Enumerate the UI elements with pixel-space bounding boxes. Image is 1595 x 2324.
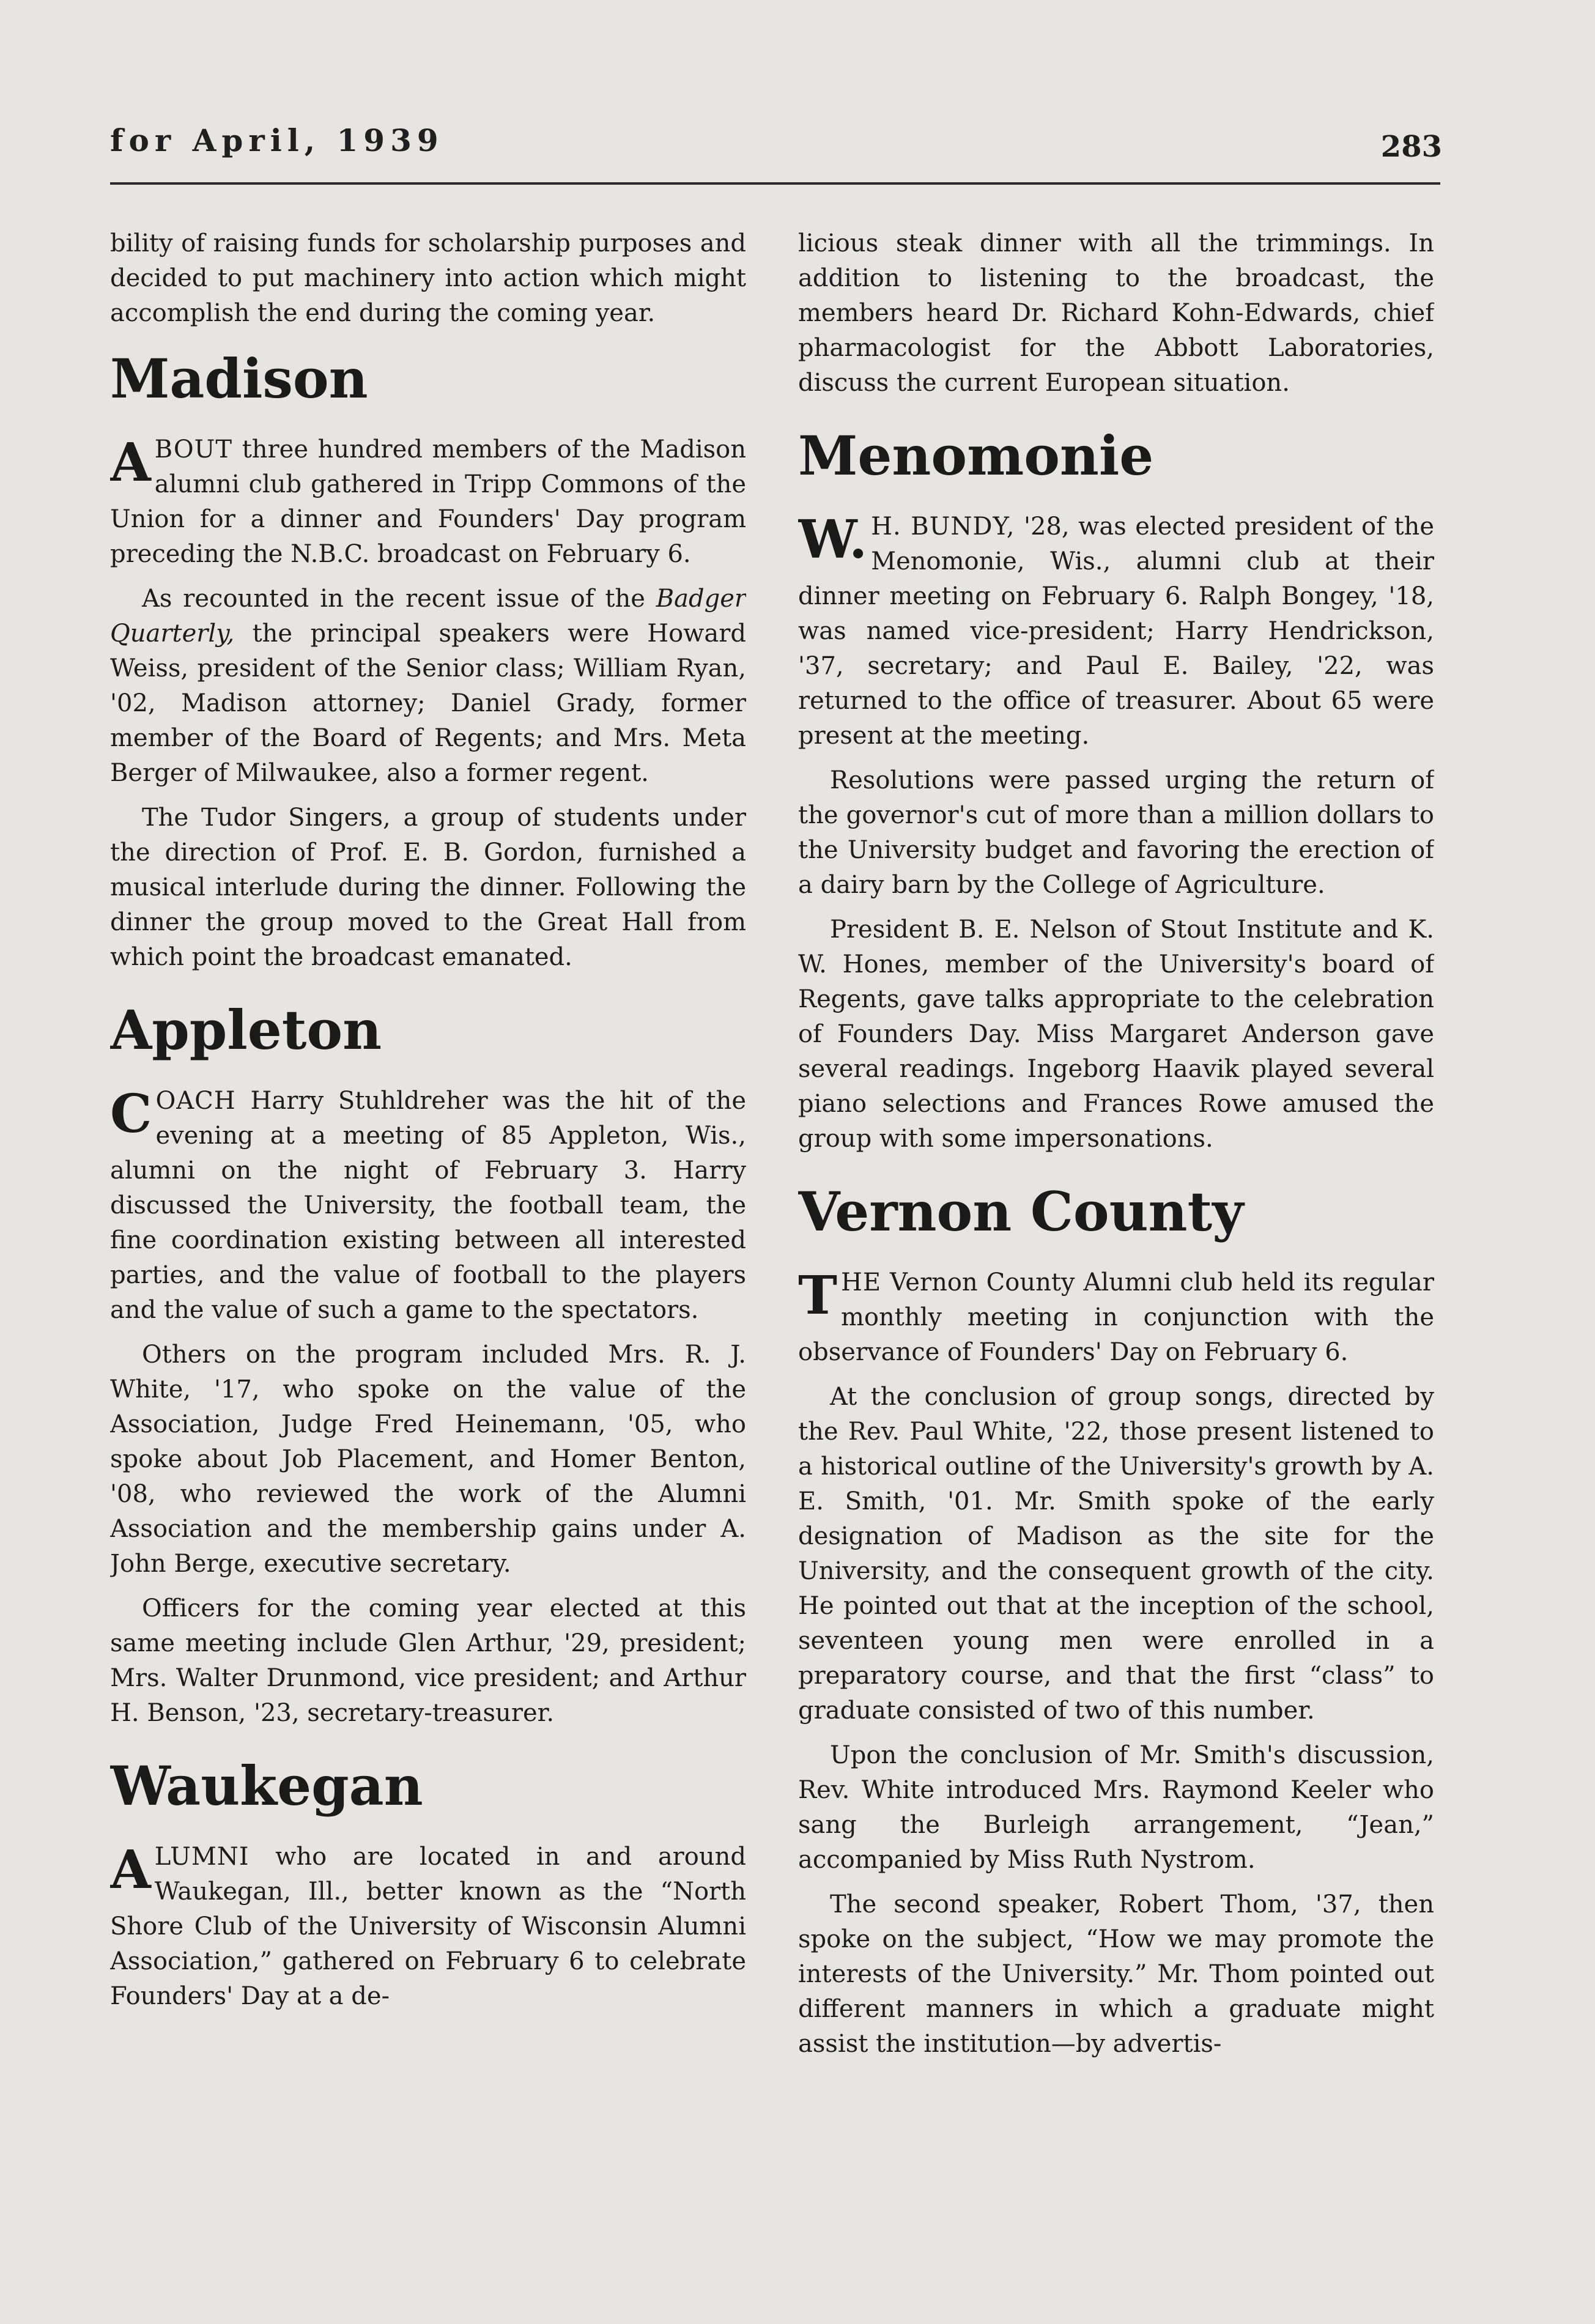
drop-cap: W.: [798, 509, 868, 571]
paragraph-text: who are located in and around Waukegan, Ill., better known as the “North Shore Club of the University of Wisconsin Alumni Association,” gathered on February 6 to celebrate Founders' Day at a de-: [110, 1843, 746, 2010]
madison-paragraph-3: The Tudor Singers, a group of students under the direction of Prof. E. B. Gordon, furnished a musical interlude during the dinner. Following the dinner the group moved to the Great Hall from which point the broadcast emanated.: [110, 804, 746, 971]
vernon-county-paragraph-2: At the conclusion of group songs, directed by the Rev. Paul White, '22, those present listened to a historical outline of the University's growth by A. E. Smith, '01. Mr. Smith spoke of the early designation of Madison as the site for the University, and the consequent growth of the city. He pointed out that at the inception of the school, seventeen young men were enrolled in a preparatory course, and that the first “class” to graduate consisted of two of this number.: [798, 1383, 1434, 1725]
right-column: [798, 226, 1434, 2202]
page-number: 283: [1380, 130, 1442, 164]
lead-word: H. BUNDY,: [871, 513, 1015, 541]
section-heading-menomonie: Menomonie: [798, 424, 1154, 487]
section-heading-madison: Madison: [110, 347, 368, 410]
paragraph-text: Vernon County Alumni club held its regular monthly meeting in conjunction with the observance of Founders' Day on February 6.: [798, 1268, 1434, 1366]
menomonie-paragraph-3: President B. E. Nelson of Stout Institute and K. W. Hones, member of the University's board of Regents, gave talks appropriate to the celebration of Founders Day. Miss Margaret Anderson gave several readings. Ingeborg Haavik played several piano selections and Frances Rowe amused the group with some impersonations.: [798, 916, 1434, 1153]
paragraph-text: three hundred members of the Madison alumni club gathered in Tripp Commons of the Union for a dinner and Founders' Day program preceding the N.B.C. broadcast on February 6.: [110, 435, 746, 568]
madison-paragraph-1: [110, 432, 746, 572]
paragraph-text: Harry Stuhldreher was the hit of the evening at a meeting of 85 Appleton, Wis., alumni on the night of February 3. Harry discussed the University, the football team, the fine coordination existing between all interested parties, and the value of football to the players and the value of such a game to the spectators.: [110, 1087, 746, 1324]
appleton-paragraph-3: Officers for the coming year elected at this same meeting include Glen Arthur, '29, president; Mrs. Walter Drunmond, vice president; and Arthur H. Benson, '23, secretary-treasurer.: [110, 1594, 746, 1727]
vernon-county-paragraph-4: The second speaker, Robert Thom, '37, then spoke on the subject, “How we may promote the interests of the University.” Mr. Thom pointed out different manners in which a graduate might assist the institution—by advertis-: [798, 1890, 1434, 2058]
waukegan-paragraph-1: [110, 1840, 746, 2014]
drop-cap: T: [798, 1265, 837, 1327]
appleton-paragraph-2: Others on the program included Mrs. R. J. White, '17, who spoke on the value of the Association, Judge Fred Heinemann, '05, who spoke about Job Placement, and Homer Benton, '08, who reviewed the work of the Alumni Association and the membership gains under A. John Berge, executive secretary.: [110, 1341, 746, 1578]
running-head: for April, 1939: [110, 122, 444, 158]
header-rule: [110, 182, 1440, 185]
paragraph-text: the principal speakers were Howard Weiss, president of the Senior class; William Ryan, '02, Madison attorney; Daniel Grady, former member of the Board of Regents; and Mrs. Meta Berger of Milwaukee, also a former regent.: [110, 620, 746, 787]
section-heading-appleton: Appleton: [110, 998, 382, 1062]
vernon-county-paragraph-3: Upon the conclusion of Mr. Smith's discussion, Rev. White introduced Mrs. Raymond Keeler who sang the Burleigh arrangement, “Jean,” accompanied by Miss Ruth Nystrom.: [798, 1741, 1434, 1874]
left-column: [110, 226, 746, 2202]
drop-cap: C: [110, 1083, 152, 1145]
section-heading-waukegan: Waukegan: [110, 1754, 423, 1818]
lead-word: BOUT: [154, 435, 233, 464]
lead-word: OACH: [155, 1087, 236, 1115]
lead-word: LUMNI: [154, 1843, 250, 1871]
drop-cap: A: [110, 432, 151, 494]
publication-title: Badger Quarterly,: [110, 585, 746, 648]
menomonie-paragraph-2: Resolutions were passed urging the return of the governor's cut of more than a million dollars to the University budget and favoring the erection of a dairy barn by the College of Agriculture.: [798, 766, 1434, 899]
appleton-paragraph-1: [110, 1084, 746, 1328]
menomonie-paragraph-1: [798, 509, 1434, 753]
paragraph-text: '28, was elected president of the Menomonie, Wis., alumni club at their dinner meeting on February 6. Ralph Bongey, '18, was named vice-president; Harry Hendrickson, '37, secretary; and Paul E. Bailey, '22, was returned to the office of treasurer. About 65 were present at the meeting.: [798, 513, 1434, 750]
lead-word: HE: [841, 1268, 882, 1297]
drop-cap: A: [110, 1839, 151, 1901]
madison-paragraph-2: [110, 582, 746, 791]
vernon-county-paragraph-1: [798, 1265, 1434, 1370]
continued-paragraph: bility of raising funds for scholarship purposes and decided to put machinery into action which might accomplish the end during the coming year.: [110, 229, 746, 327]
section-heading-vernon-county: Vernon County: [798, 1180, 1244, 1243]
continued-paragraph: licious steak dinner with all the trimmings. In addition to listening to the broadcast, the members heard Dr. Richard Kohn-Edwards, chief pharmacologist for the Abbott Laboratories, discuss the current European situation.: [798, 229, 1434, 397]
paragraph-text: As recounted in the recent issue of the: [142, 585, 656, 613]
